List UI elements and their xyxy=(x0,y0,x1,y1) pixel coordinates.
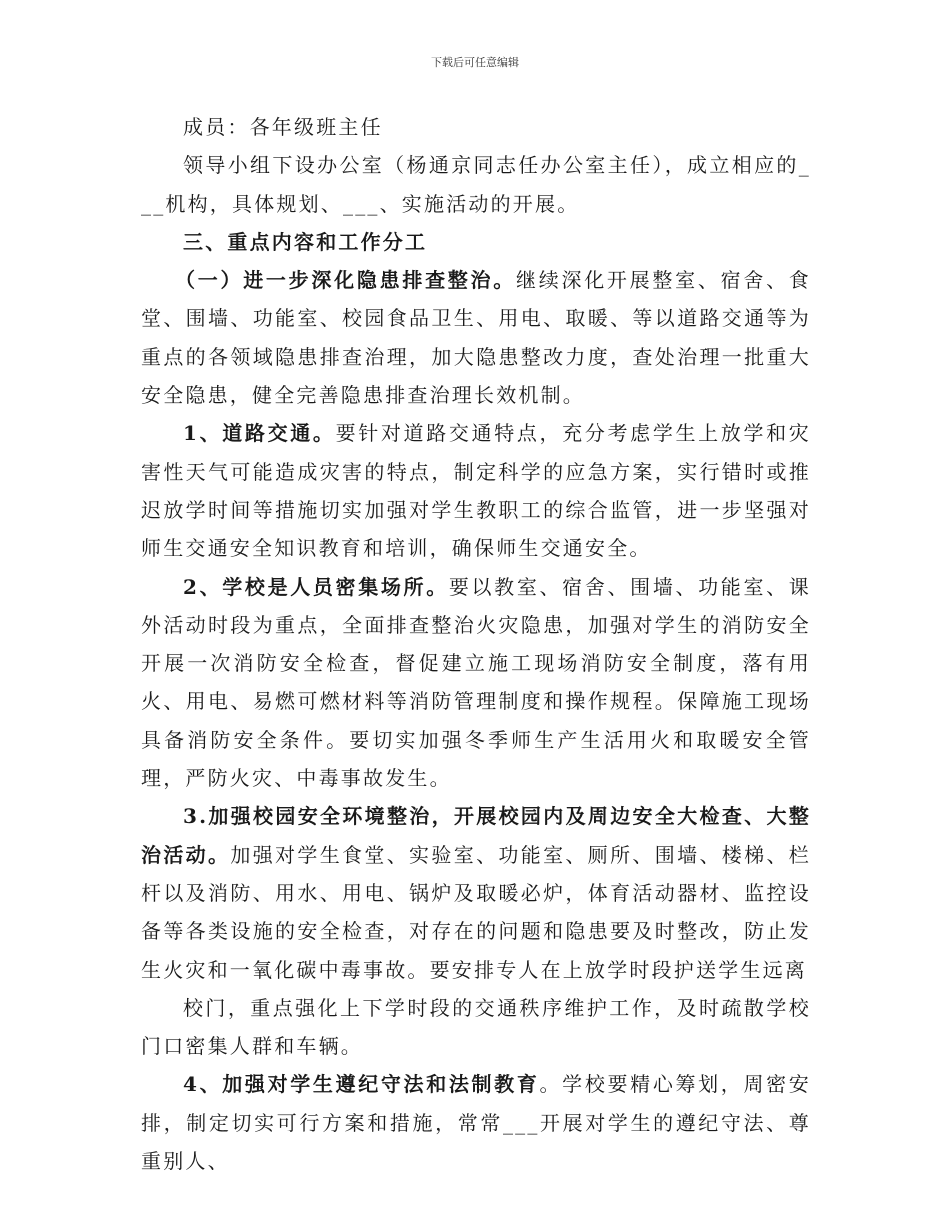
item-3-paragraph xyxy=(141,797,811,988)
office-paragraph xyxy=(141,146,811,223)
item-1-title: 1、道路交通。 xyxy=(183,421,336,446)
item-4-title: 4、加强对学生遵纪守法和法制教育 xyxy=(183,1072,540,1097)
office-text: 领导小组下设办公室（杨通京同志任办公室主任），成立相应的___机构，具体规划、___、实施活动的开展。 xyxy=(141,153,811,216)
item-1-text: 要针对道路交通特点，充分考虑学生上放学和灾害性天气可能造成灾害的特点，制定科学的应急方案，实行错时或推迟放学时间等措施切实加强对学生教职工的综合监管，进一步坚强对师生交通安全知识教育和培训，确保师生交通安全。 xyxy=(141,421,811,561)
item-3-title: 3.加强校园安全环境整治，开展校园内及周边安全大检查、大整治活动。 xyxy=(141,804,811,867)
item-yi-text: 继续深化开展整室、宿舍、食堂、围墙、功能室、校园食品卫生、用电、取暖、等以道路交通等为重点的各领域隐患排查治理，加大隐患整改力度，查处治理一批重大安全隐患，健全完善隐患排查治理长效机制。 xyxy=(141,268,811,408)
members-text: 成员：各年级班主任 xyxy=(183,115,383,139)
item-2-paragraph xyxy=(141,568,811,798)
item-4-text: 。学校要精心筹划，周密安排，制定切实可行方案和措施，常常___开展对学生的遵纪守法、尊重别人、 xyxy=(141,1072,811,1174)
page-header: 下载后可任意编辑 xyxy=(431,56,519,69)
section-heading xyxy=(141,223,811,261)
item-3-continuation xyxy=(141,989,811,1066)
item-3-text: 加强对学生食堂、实验室、功能室、厕所、围墙、楼梯、栏杆以及消防、用水、用电、锅炉及取暖必炉，体育活动器材、监控设备等各类设施的安全检查，对存在的问题和隐患要及时整改，防止发生火灾和一氧化碳中毒事故。要安排专人在上放学时段护送学生远离 xyxy=(141,842,811,982)
item-yi-title: （一）进一步深化隐患排查整治。 xyxy=(175,268,516,293)
item-1-paragraph xyxy=(141,414,811,567)
item-3-cont-text: 校门，重点强化上下学时段的交通秩序维护工作，及时疏散学校门口密集人群和车辆。 xyxy=(141,995,811,1059)
section-heading-text: 三、重点内容和工作分工 xyxy=(183,229,428,254)
item-yi-paragraph xyxy=(141,261,811,414)
item-2-text: 要以教室、宿舍、围墙、功能室、课外活动时段为重点，全面排查整治火灾隐患，加强对学生的消防安全开展一次消防安全检查，督促建立施工现场消防安全制度，落有用火、用电、易燃可燃材料等消防管理制度和操作规程。保障施工现场具备消防安全条件。要切实加强冬季师生产生活用火和取暖安全管理，严防火灾、中毒事故发生。 xyxy=(141,574,811,791)
document-body xyxy=(141,108,811,1180)
item-2-title: 2、学校是人员密集场所。 xyxy=(183,574,449,599)
members-paragraph xyxy=(141,108,811,146)
item-4-paragraph xyxy=(141,1065,811,1180)
